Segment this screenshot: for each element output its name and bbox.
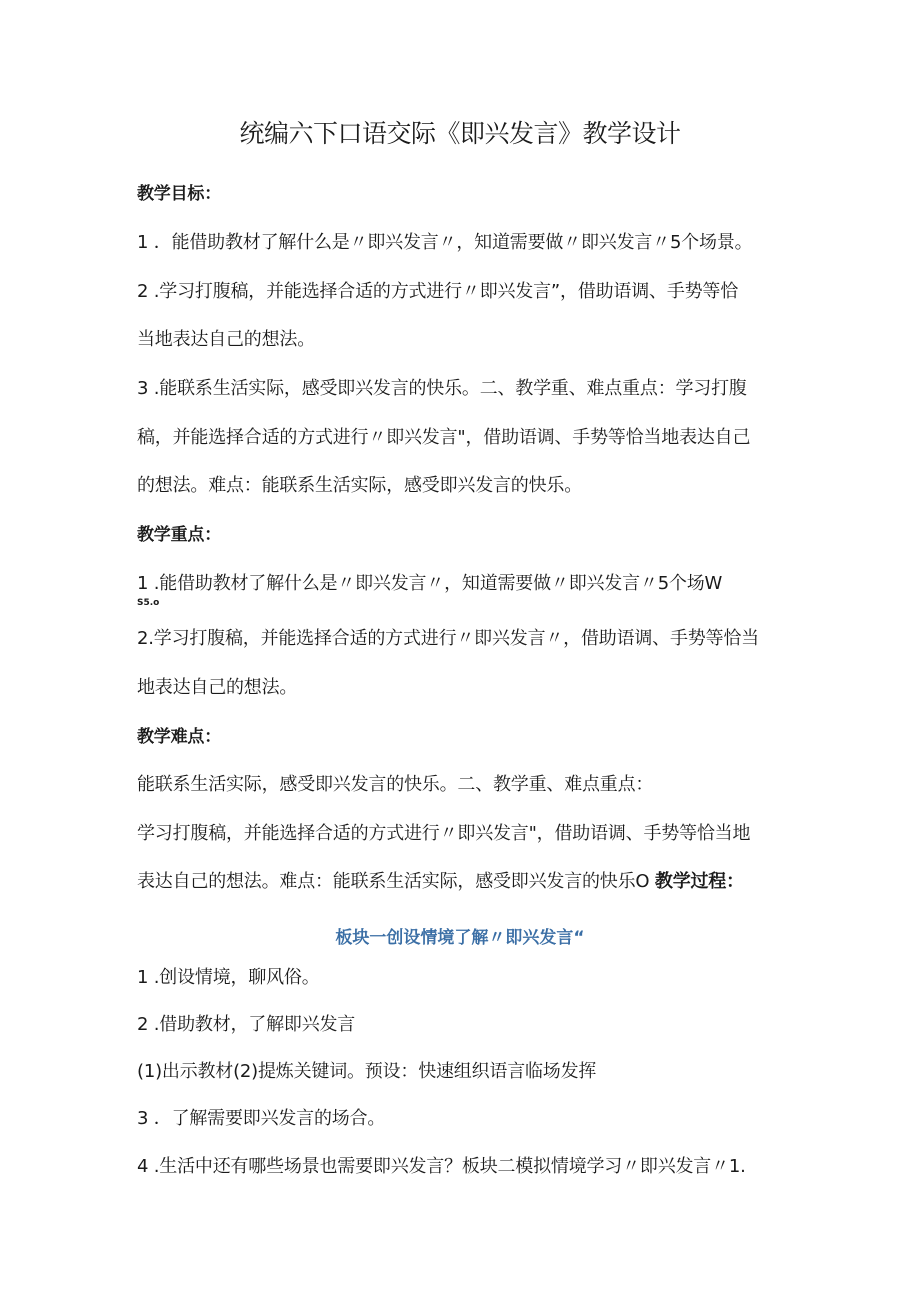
page-title: 统编六下口语交际《即兴发言》教学设计	[239, 119, 681, 148]
difficulties-line-3-text: 表达自己的想法。难点：能联系生活实际，感受即兴发言的快乐O	[137, 871, 655, 892]
key-point-item-2-line-1: 2.学习打腹稿，并能选择合适的方式进行〃即兴发言〃，借助语调、手势等恰当	[137, 628, 759, 649]
process-item-2-sub: (1)出示教材(2)提炼关键词。预设：快速组织语言临场发挥	[137, 1061, 597, 1082]
process-heading: 教学过程：	[654, 871, 744, 892]
key-point-item-1: 1 .能借助教材了解什么是〃即兴发言〃，知道需要做〃即兴发言〃5个场W	[137, 573, 723, 594]
process-item-3: 3 ．了解需要即兴发言的场合。	[137, 1108, 386, 1129]
objectives-heading: 教学目标：	[137, 184, 221, 204]
process-item-1: 1 .创设情境，聊风俗。	[137, 967, 320, 988]
difficulties-line-1: 能联系生活实际，感受即兴发言的快乐。二、教学重、难点重点：	[137, 774, 654, 795]
objective-item-3-line-2: 稿，并能选择合适的方式进行〃即兴发言"，借助语调、手势等恰当地表达自己	[137, 427, 751, 448]
objective-item-3-line-1: 3 .能联系生活实际，感受即兴发言的快乐。二、教学重、难点重点：学习打腹	[137, 378, 747, 399]
process-item-4: 4 .生活中还有哪些场景也需要即兴发言？板块二模拟情境学习〃即兴发言〃1.	[137, 1156, 746, 1177]
section-one-title: 板块一创设情境了解〃即兴发言“	[335, 928, 585, 948]
objective-item-2-line-2: 当地表达自己的想法。	[137, 329, 315, 350]
key-points-heading: 教学重点：	[137, 525, 221, 545]
objective-item-3-line-3: 的想法。难点：能联系生活实际，感受即兴发言的快乐。	[137, 475, 582, 496]
key-point-item-1-note: S5.o	[137, 598, 160, 608]
objective-item-2-line-1: 2 .学习打腹稿，并能选择合适的方式进行〃即兴发言”，借助语调、手势等恰	[137, 281, 739, 302]
process-item-2: 2 .借助教材，了解即兴发言	[137, 1014, 356, 1035]
difficulties-heading: 教学难点：	[137, 727, 221, 747]
key-point-item-2-line-2: 地表达自己的想法。	[137, 677, 298, 698]
difficulties-line-3	[137, 870, 797, 894]
difficulties-line-2: 学习打腹稿，并能选择合适的方式进行〃即兴发言"，借助语调、手势等恰当地	[137, 823, 751, 844]
objective-item-1: 1 ．能借助教材了解什么是〃即兴发言〃，知道需要做〃即兴发言〃5个场景。	[137, 232, 753, 253]
